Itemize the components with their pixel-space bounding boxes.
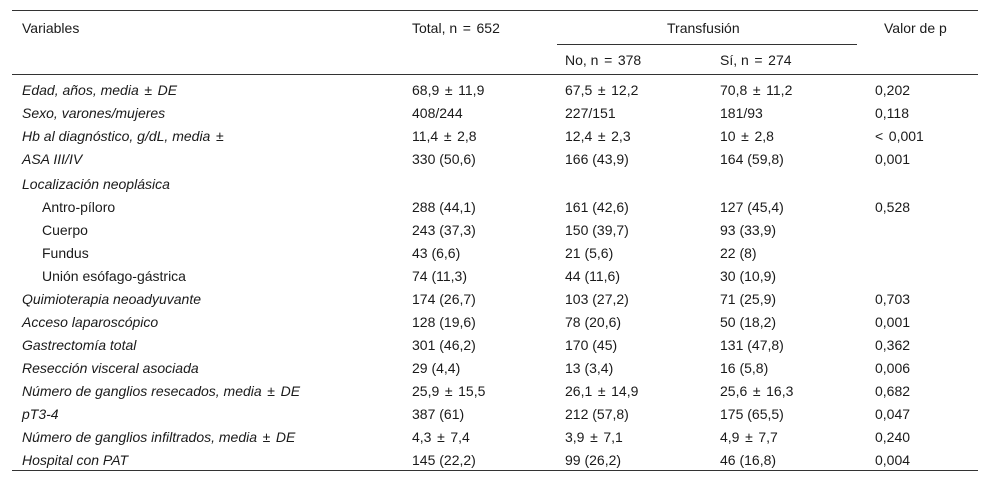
cell-pvalue: 0,703 [875,291,911,307]
cell-si: 181/93 [720,105,763,121]
cell-no: 227/151 [565,105,616,121]
cell-total: 330 (50,6) [412,151,476,167]
cell-total: 29 (4,4) [412,360,461,376]
cell-si: 70,8 ± 11,2 [720,82,793,98]
cell-pvalue: 0,202 [875,82,911,98]
cell-total: 408/244 [412,105,463,121]
cell-si: 46 (16,8) [720,452,777,468]
cell-total: 4,3 ± 7,4 [412,429,470,445]
cell-si: 22 (8) [720,245,757,261]
cell-pvalue: 0,240 [875,429,911,445]
row-label: Número de ganglios resecados, media ± DE [22,383,301,399]
header-no: No, n = 378 [565,52,642,68]
cell-si: 127 (45,4) [720,199,784,215]
cell-si: 71 (25,9) [720,291,777,307]
cell-total: 11,4 ± 2,8 [412,128,477,144]
cell-no: 13 (3,4) [565,360,614,376]
cell-total: 288 (44,1) [412,199,476,215]
cell-pvalue: 0,047 [875,406,911,422]
cell-si: 50 (18,2) [720,314,777,330]
header-pvalue: Valor de p [884,20,947,36]
row-label: Antro-píloro [42,199,116,215]
cell-pvalue: 0,004 [875,452,911,468]
row-label: Quimioterapia neoadyuvante [22,291,202,307]
cell-total: 174 (26,7) [412,291,476,307]
row-label: Unión esófago-gástrica [42,268,186,284]
cell-si: 93 (33,9) [720,222,777,238]
row-label: Cuerpo [42,222,88,238]
row-label: Hb al diagnóstico, g/dL, media ± [22,128,224,144]
header-total: Total, n = 652 [412,20,500,36]
row-label: Gastrectomía total [22,337,137,353]
cell-total: 301 (46,2) [412,337,476,353]
row-label: Localización neoplásica [22,176,170,192]
cell-si: 25,6 ± 16,3 [720,383,794,399]
header-transfusion: Transfusión [667,20,740,36]
cell-si: 131 (47,8) [720,337,784,353]
cell-no: 3,9 ± 7,1 [565,429,623,445]
cell-no: 99 (26,2) [565,452,622,468]
cell-si: 4,9 ± 7,7 [720,429,778,445]
header-rule [12,74,978,75]
cell-no: 212 (57,8) [565,406,629,422]
cell-total: 128 (19,6) [412,314,476,330]
header-si: Sí, n = 274 [720,52,792,68]
cell-si: 30 (10,9) [720,268,777,284]
cell-pvalue: 0,528 [875,199,911,215]
cell-no: 67,5 ± 12,2 [565,82,639,98]
cell-total: 43 (6,6) [412,245,461,261]
cell-no: 170 (45) [565,337,618,353]
cell-no: 103 (27,2) [565,291,629,307]
cell-pvalue: 0,001 [875,151,911,167]
row-label: Número de ganglios infiltrados, media ± DE [22,429,296,445]
row-label: Sexo, varones/mujeres [22,105,166,121]
cell-no: 26,1 ± 14,9 [565,383,639,399]
cell-pvalue: 0,118 [875,105,909,121]
cell-si: 164 (59,8) [720,151,784,167]
cell-pvalue: 0,006 [875,360,911,376]
top-rule [12,10,978,11]
cell-si: 16 (5,8) [720,360,769,376]
cell-pvalue: 0,682 [875,383,911,399]
cell-total: 74 (11,3) [412,268,467,284]
cell-no: 166 (43,9) [565,151,629,167]
row-label: pT3-4 [22,406,59,422]
row-label: Edad, años, media ± DE [22,82,178,98]
cell-pvalue: 0,001 [875,314,911,330]
cell-total: 145 (22,2) [412,452,476,468]
cell-no: 78 (20,6) [565,314,622,330]
cell-pvalue: < 0,001 [875,128,924,144]
cell-no: 12,4 ± 2,3 [565,128,631,144]
cell-total: 243 (37,3) [412,222,476,238]
cell-total: 68,9 ± 11,9 [412,82,485,98]
header-variables: Variables [22,20,80,36]
row-label: ASA III/IV [22,151,83,167]
cell-no: 44 (11,6) [565,268,620,284]
cell-si: 175 (65,5) [720,406,784,422]
row-label: Resección visceral asociada [22,360,199,376]
row-label: Acceso laparoscópico [22,314,159,330]
cell-pvalue: 0,362 [875,337,911,353]
cell-si: 10 ± 2,8 [720,128,774,144]
cell-total: 387 (61) [412,406,465,422]
row-label: Hospital con PAT [22,452,129,468]
cell-no: 161 (42,6) [565,199,629,215]
group-rule [557,44,857,45]
row-label: Fundus [42,245,89,261]
cell-no: 150 (39,7) [565,222,629,238]
bottom-rule [12,470,978,471]
cell-total: 25,9 ± 15,5 [412,383,486,399]
cell-no: 21 (5,6) [565,245,614,261]
